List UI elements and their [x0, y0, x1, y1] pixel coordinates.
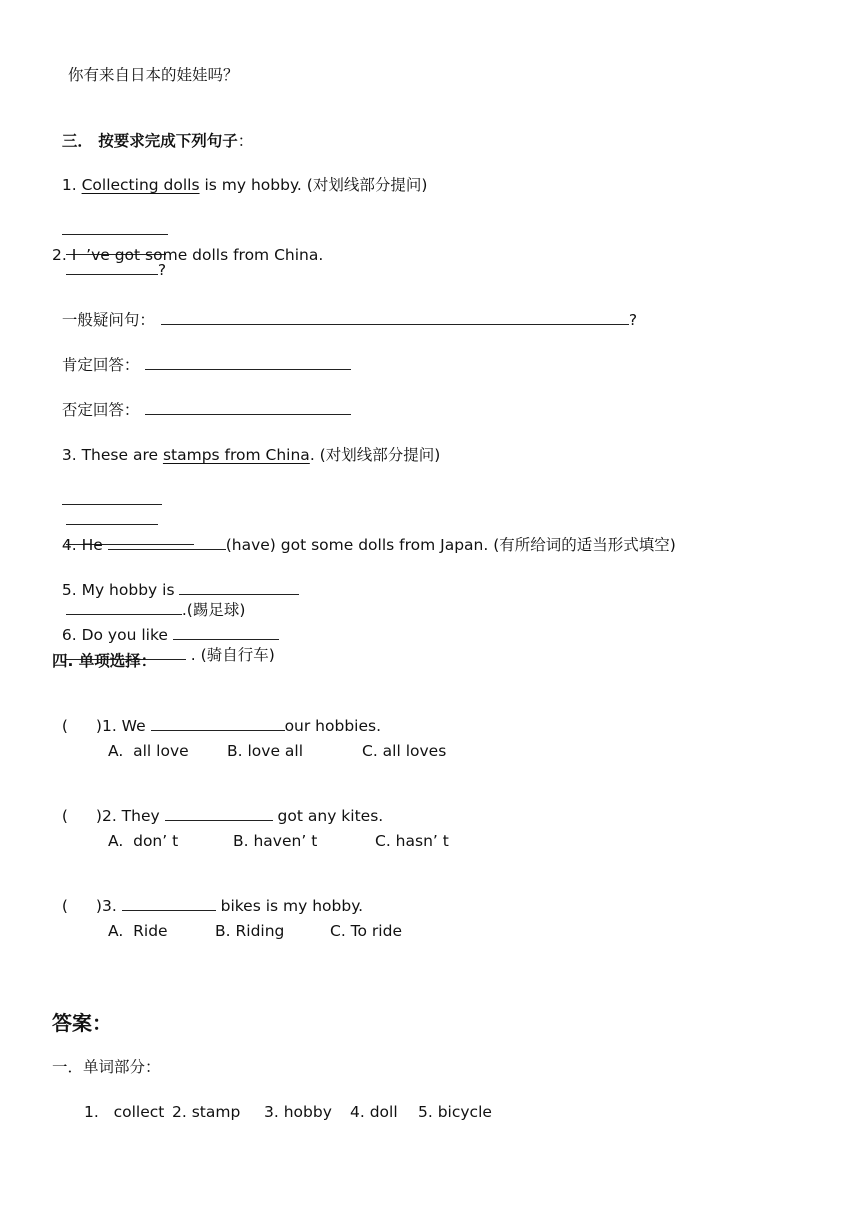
q4-start: 4. He	[61, 536, 108, 554]
q1-underlined: Collecting dolls	[81, 176, 200, 194]
q6-rest: . (骑自行车)	[185, 646, 275, 664]
q1-blank-1[interactable]	[62, 220, 168, 235]
q5-rest: .(踢足球)	[181, 601, 246, 619]
q6-start: 6. Do you like	[61, 626, 173, 644]
mc1-option-c[interactable]: C. all loves	[362, 742, 447, 760]
mc2-rest: got any kites.	[272, 807, 384, 825]
q5-blank-1[interactable]	[179, 580, 299, 595]
answers-part1-item-3: 3. hobby	[264, 1103, 332, 1121]
q6-blank-1[interactable]	[173, 625, 279, 640]
mc1-blank[interactable]	[151, 716, 285, 731]
q4-blank[interactable]	[108, 535, 226, 550]
q2-yes-line	[52, 335, 351, 375]
q1-rest: is my hobby. (对划线部分提问)	[199, 176, 428, 194]
q2-general-line	[52, 290, 637, 330]
mc-question-1	[52, 696, 381, 736]
mc3-blank[interactable]	[122, 896, 216, 911]
q1-text	[52, 155, 427, 195]
q4-text	[52, 515, 676, 555]
answers-part1-label: 一．单词部分：	[52, 1058, 161, 1076]
q2-text: 2. I ’ve got some dolls from China.	[52, 246, 324, 264]
answers-part1-item-5: 5. bicycle	[418, 1103, 492, 1121]
mc2-paren-open: (	[61, 807, 68, 825]
q3-start: 3. These are	[61, 446, 163, 464]
mc2-option-b[interactable]: B. haven’ t	[233, 832, 318, 850]
section4-title: 四. 单项选择：	[52, 652, 157, 670]
q4-rest: (have) got some dolls from Japan. (有所给词的适当形式填空)	[225, 536, 676, 554]
q2-yes-label: 肯定回答：	[61, 356, 140, 374]
mc1-label: )1. We	[95, 717, 151, 735]
answers-part1-item-2: 2. stamp	[172, 1103, 241, 1121]
mc3-rest: bikes is my hobby.	[215, 897, 364, 915]
mc1-option-b[interactable]: B. love all	[227, 742, 304, 760]
q2-no-blank[interactable]	[145, 400, 351, 415]
answers-title: 答案：	[52, 1011, 112, 1035]
q3-blank-1[interactable]	[62, 490, 162, 505]
q3-underlined: stamps from China	[162, 446, 310, 464]
q1-answer-line	[52, 200, 168, 280]
mc3-option-b[interactable]: B. Riding	[215, 922, 285, 940]
section3-title	[52, 111, 253, 151]
section3-title-colon: ：	[237, 132, 254, 150]
mc2-label: )2. They	[95, 807, 165, 825]
q2-general-label: 一般疑问句：	[61, 311, 155, 329]
mc3-paren-open: (	[61, 897, 68, 915]
q1-end-mark: ?	[157, 261, 167, 279]
q3-text	[52, 425, 440, 465]
q3-rest: . (对划线部分提问)	[309, 446, 441, 464]
q1-num: 1.	[61, 176, 82, 194]
q5-start: 5. My hobby is	[61, 581, 180, 599]
mc1-rest: our hobbies.	[284, 717, 382, 735]
answers-part1-item-4: 4. doll	[350, 1103, 398, 1121]
mc2-blank[interactable]	[165, 806, 273, 821]
mc3-label: )3.	[95, 897, 122, 915]
answers-part1-item-1: 1. collect	[84, 1103, 165, 1121]
mc1-option-a[interactable]: A. all love	[108, 742, 189, 760]
q2-general-end: ?	[628, 311, 638, 329]
mc-question-3	[52, 876, 363, 916]
mc3-option-c[interactable]: C. To ride	[330, 922, 402, 940]
q2-general-blank[interactable]	[161, 310, 629, 325]
q2-no-line	[52, 380, 351, 420]
section3-title-text: 三． 按要求完成下列句子	[61, 132, 238, 150]
mc-question-2	[52, 786, 383, 826]
intro-question: 你有来自日本的娃娃吗？	[68, 66, 239, 84]
mc2-option-a[interactable]: A. don’ t	[108, 832, 179, 850]
mc2-option-c[interactable]: C. hasn’ t	[375, 832, 449, 850]
q2-yes-blank[interactable]	[145, 355, 351, 370]
mc1-paren-open: (	[61, 717, 68, 735]
mc3-option-a[interactable]: A. Ride	[108, 922, 168, 940]
q2-no-label: 否定回答：	[61, 401, 140, 419]
